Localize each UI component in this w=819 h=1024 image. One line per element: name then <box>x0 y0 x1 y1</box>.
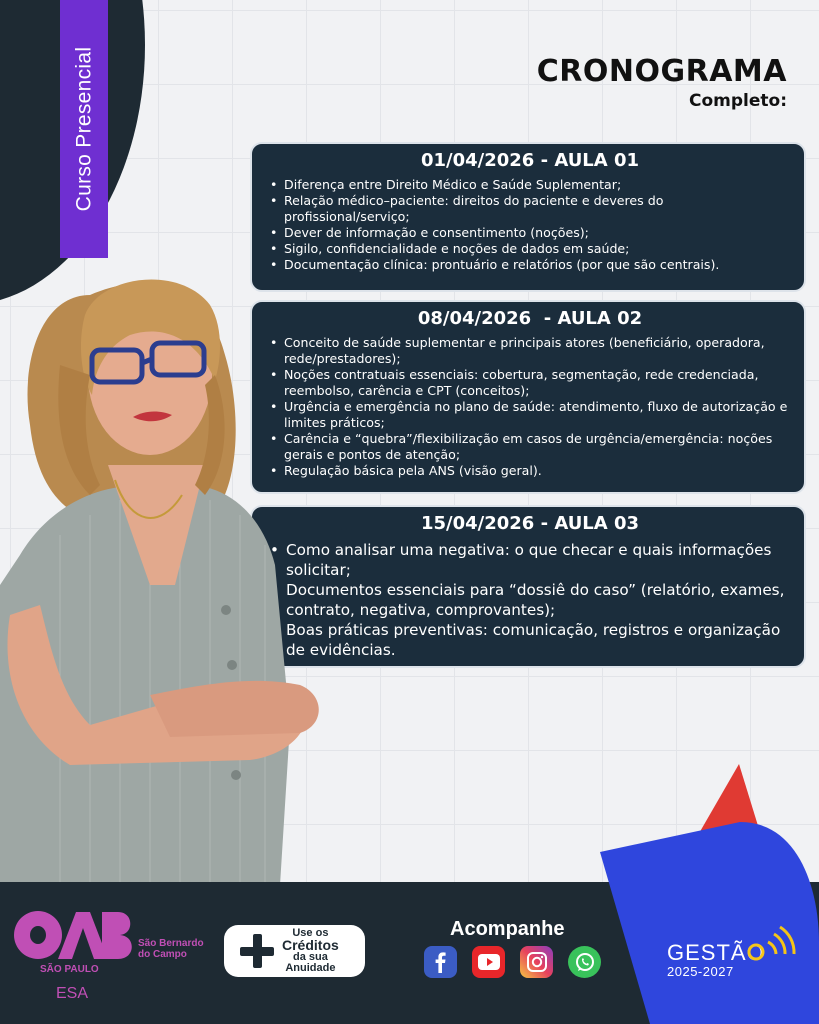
credits-badge <box>224 925 365 977</box>
list-item: • Relação médico–paciente: direitos do paciente e deveres do profissional/serviço; <box>270 193 790 225</box>
title-sub: Completo: <box>689 91 787 111</box>
list-item: • Boas práticas preventivas: comunicação, registros e organização de evidências. <box>270 620 790 660</box>
whatsapp-icon[interactable] <box>568 946 601 978</box>
instructor-photo <box>0 255 340 885</box>
list-item: • Sigilo, confidencialidade e noções de dados em saúde; <box>270 241 790 257</box>
credits-line1: Use os <box>292 927 329 939</box>
lesson-heading: 01/04/2026 - AULA 01 <box>420 150 640 171</box>
plus-icon <box>238 932 276 970</box>
credits-text <box>282 928 339 974</box>
credits-line2: Créditos <box>282 937 339 953</box>
oab-city-line1: São Bernardo <box>138 938 204 949</box>
list-item: • Como analisar uma negativa: o que checar e quais informações solicitar; <box>270 540 790 580</box>
list-item: • Dever de informação e consentimento (noções); <box>270 225 790 241</box>
signal-waves-icon <box>744 924 802 964</box>
list-item: • Documentação clínica: prontuário e relatórios (por que são centrais). <box>270 257 790 273</box>
list-item: • Regulação básica pela ANS (visão geral). <box>270 463 790 479</box>
lesson-topic-list <box>270 540 790 660</box>
facebook-icon[interactable] <box>424 946 457 978</box>
course-type-tab <box>60 0 108 258</box>
page-title <box>537 54 787 111</box>
credits-line3: da sua <box>292 951 328 963</box>
instagram-icon[interactable] <box>520 946 553 978</box>
oab-city <box>138 938 204 960</box>
social-links <box>424 946 601 978</box>
gestao-title: GESTÃO <box>667 940 765 965</box>
list-item: • Noções contratuais essenciais: cobertura, segmentação, rede credenciada, reembolso, carência e CPT (conceitos); <box>270 367 790 399</box>
gestao-years: 2025-2027 <box>667 964 734 979</box>
follow-label: Acompanhe <box>450 918 565 940</box>
lesson-heading: 15/04/2026 - AULA 03 <box>420 513 640 534</box>
list-item: • Documentos essenciais para “dossiê do caso” (relatório, exames, contrato, negativa, comprovantes); <box>270 580 790 620</box>
blue-shape-decoration <box>590 822 819 1024</box>
list-item: • Urgência e emergência no plano de saúde: atendimento, fluxo de autorização e limites práticos; <box>270 399 790 431</box>
oab-city-line2: do Campo <box>138 949 187 960</box>
oab-logo <box>12 908 132 962</box>
lesson-topic-list <box>270 335 790 479</box>
list-item: • Diferença entre Direito Médico e Saúde Suplementar; <box>270 177 790 193</box>
course-type-label: Curso Presencial <box>72 46 96 212</box>
list-item: • Carência e “quebra”/flexibilização em casos de urgência/emergência: noções gerais e pontos de atenção; <box>270 431 790 463</box>
list-item: • Conceito de saúde suplementar e principais atores (beneficiário, operadora, rede/prestadores); <box>270 335 790 367</box>
oab-state: SÃO PAULO <box>40 964 99 975</box>
lesson-topic-list <box>270 177 790 273</box>
title-main: CRONOGRAMA <box>536 54 787 89</box>
youtube-icon[interactable] <box>472 946 505 978</box>
lesson-heading: 08/04/2026 - AULA 02 <box>417 308 643 329</box>
oab-esa: ESA <box>56 985 89 1002</box>
credits-line4: Anuidade <box>285 962 336 974</box>
